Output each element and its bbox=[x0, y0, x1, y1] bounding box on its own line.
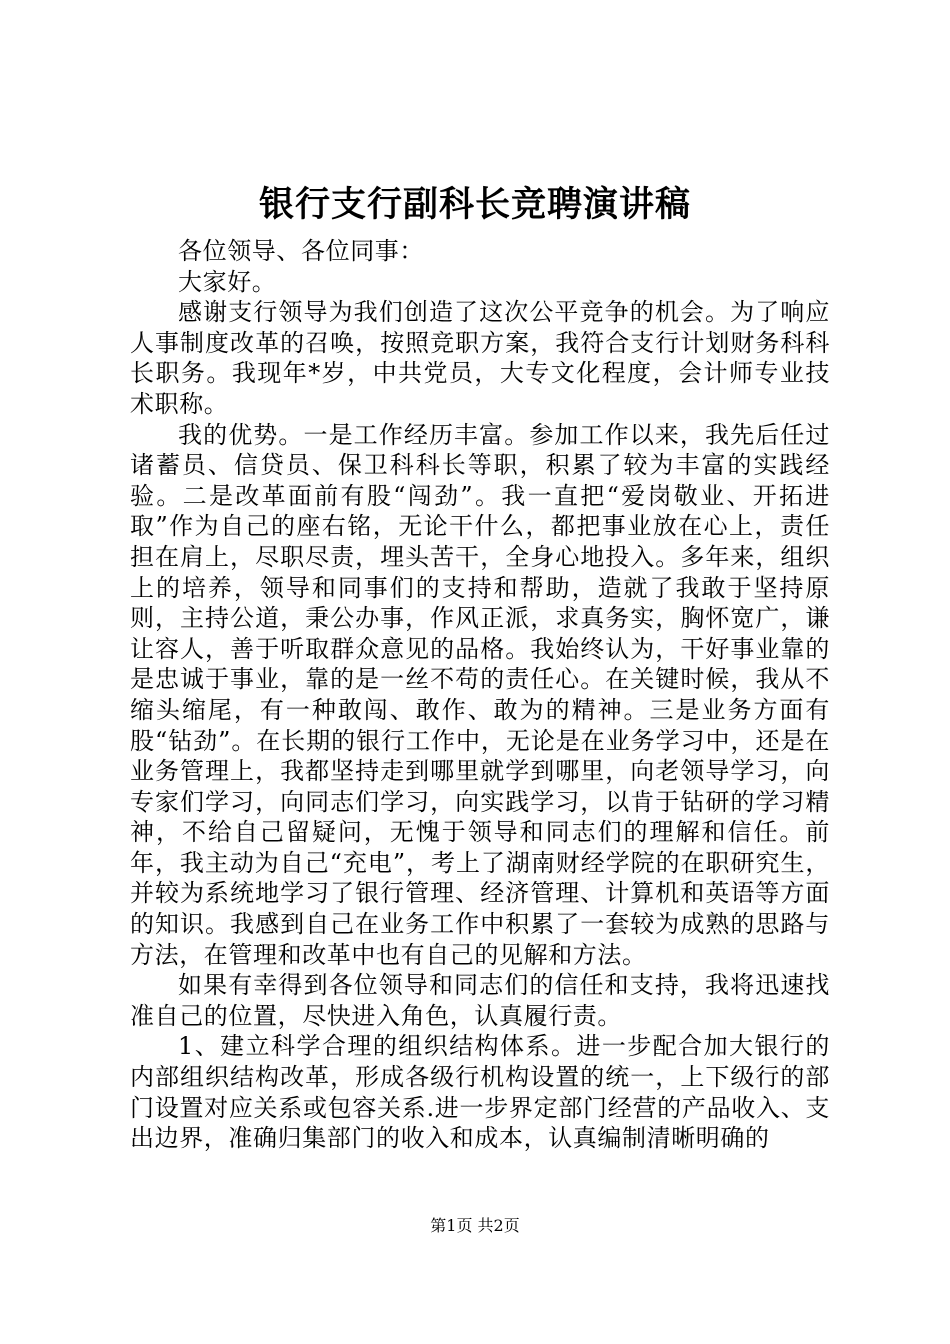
paragraph-introduction: 感谢支行领导为我们创造了这次公平竞争的机会。为了响应人事制度改革的召唤，按照竞职方案，我符合支行计划财务科科长职务。我现年*岁，中共党员，大专文化程度，会计师专业技术职称。 bbox=[130, 298, 830, 418]
paragraph-item-1: 1、建立科学合理的组织结构体系。进一步配合加大银行的内部组织结构改革，形成各级行机构设置的统一，上下级行的部门设置对应关系或包容关系.进一步界定部门经营的产品收入、支出边界，准确归集部门的收入和成本，认真编制清晰明确的 bbox=[130, 1032, 830, 1153]
paragraph-greeting: 大家好。 bbox=[178, 267, 277, 296]
paragraph-advantages: 我的优势。一是工作经历丰富。参加工作以来，我先后任过诸蓄员、信贷员、保卫科科长等职，积累了较为丰富的实践经验。二是改革面前有股“闯劲”。我一直把“爱岗敬业、开拓进取”作为自己的座右铭，无论干什么，都把事业放在心上，责任担在肩上，尽职尽责，埋头苦干，全身心地投入。多年来，组织上的培养，领导和同事们的支持和帮助，造就了我敢于坚持原则，主持公道，秉公办事，作风正派，求真务实，胸怀宽广，谦让容人，善于听取群众意见的品格。我始终认为，干好事业靠的是忠诚于事业，靠的是一丝不苟的责任心。在关键时候，我从不缩头缩尾，有一种敢闯、敢作、敢为的精神。三是业务方面有股“钻劲”。在长期的银行工作中，无论是在业务学习中，还是在业务管理上，我都坚持走到哪里就学到哪里，向老领导学习，向专家们学习，向同志们学习，向实践学习，以肯于钻研的学习精神，不给自己留疑问，无愧于领导和同志们的理解和信任。前年，我主动为自己“充电”，考上了湖南财经学院的在职研究生，并较为系统地学习了银行管理、经济管理、计算机和英语等方面的知识。我感到自己在业务工作中积累了一套较为成熟的思路与方法，在管理和改革中也有自己的见解和方法。 bbox=[130, 420, 830, 969]
paragraph-salutation: 各位领导、各位同事： bbox=[178, 237, 424, 265]
page-footer: 第1页 共2页 bbox=[430, 1216, 520, 1235]
paragraph-commitment: 如果有幸得到各位领导和同志们的信任和支持，我将迅速找准自己的位置，尽快进入角色，认真履行责。 bbox=[130, 971, 830, 1030]
document-title: 银行支行副科长竞聘演讲稿 bbox=[258, 184, 691, 225]
document-body bbox=[130, 236, 830, 1154]
